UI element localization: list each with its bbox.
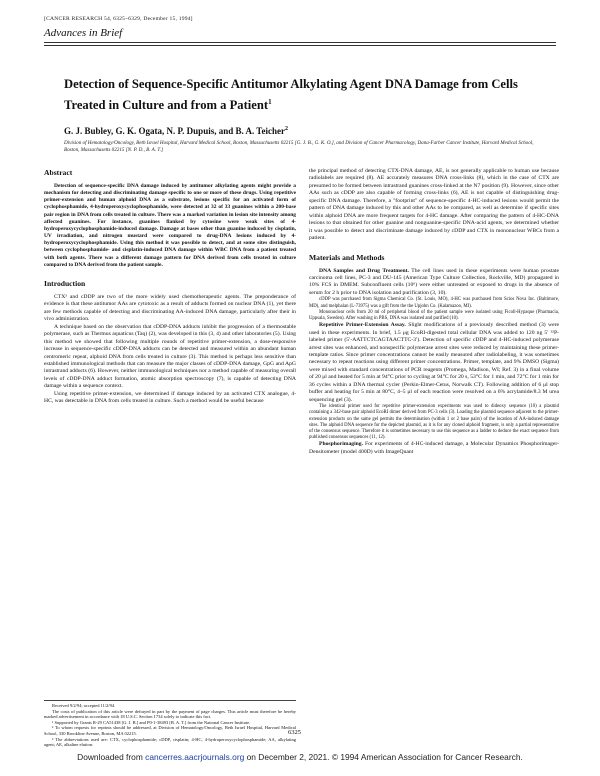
footnote-costs: The costs of publication of this article were defrayed in part by the payment of page charges. This article must therefore be hereby marked advertisement in accordance with 18 U.S.C. Section 1734 solely to indicate this fact. (44, 708, 296, 720)
introduction-heading: Introduction (44, 278, 86, 288)
abstract-text: Detection of sequence-specific DNA damage induced by antitumor alkylating agents might provide a mechanism for detecting and discriminating damage specific to one or more of these drugs. Using repetitive primer-extension and human alphoid DNA as a substrate, lesions specific for an activated form of cyclophosphamide, 4-hydroperoxycyclophosphamide, were detected at 32 of 33 guanines within a 200-base pair region in DNA from cells treated in culture. There was a marked variation in lesion site intensity among affected guanines. For instance, guanines flanked by cytosine were weak sites of 4-hydroperoxycyclophosphamide-induced damage. Damage at bases other than guanine induced by cisplatin, UV irradiation, and nitrogen mustard were compared to drug-DNA lesions induced by 4-hydroperoxycyclophosphamide. Using this method it was possible to detect, and at some sites distinguish, between cyclophosphamide- and cisplatin-induced DNA damage within WBC DNA from a patient treated with both agents. There was a different damage pattern for DNA derived from cells treated in culture compared to DNA derived from the patient sample. (44, 183, 296, 268)
methods-paragraph-primer-extension (309, 322, 559, 404)
methods-paragraph-dna-samples (309, 268, 559, 298)
methods-text-primer-extension: Slight modifications of a previously described method (3) were used in these experiments. In brief, 1.5 μg EcoRI-digested total cellular DNA was added to 120 ng 5′ ³²P-labeled primer (5′-AATTCTCAGTAACTTC-3′). Detection of specific cDDP and 4-HC-induced polymerase arrest sites was enhanced, and nonspecific polymerase arrest sites were reduced by maintaining these primer-template ratios. Since primer concentrations cannot be easily measured after radiolabeling, it was sometimes necessary to repeat reactions using different primer concentrations. Primer, template, and 9% DMSO (Sigma) were mixed with standard concentrations of PCR reagents (Promega, Madison, WI; Ref. 3) in a final volume of 20 μl and heated for 5 min at 94°C prior to cycling at 94°C for 20 s, 53°C for 1 min, and 72°C for 1 min for 36 cycles within a DNA thermal cycler (Perkin-Elmer-Cetus, Norwalk CT). Following addition of 6 μl stop buffer and heating for 5 min at 80°C, 4–5 μl of each reaction were resolved on a 6% acrylamide/8.3 M urea sequencing gel (3). (309, 322, 560, 403)
footnote-grants: ¹ Supported by Grants R-29 CA51438 [G. J. B.] and P0-1-38493 [B. A. T.] from the National Cancer Institute. (52, 719, 251, 725)
download-suffix: on December 2, 2021. © 1994 American Association for Cancer Research. (244, 752, 523, 762)
intro-paragraph-3: Using repetitive primer-extension, we determined if damage induced by an activated CTX analogue, 4-HC, was detectable in DNA from cells treated in culture. Such a method would be useful because (44, 390, 296, 405)
affiliation: Division of Hematology/Oncology, Beth Israel Hospital, Harvard Medical School, Boston, Massachusetts 02215 [G. J. B., G. K. O.], and Division of Cancer Pharmacology, Dana-Farber Cancer Institute, Harvard Medical School, Boston, Massachusetts 02215 [N. P. D., B. A. T.] (64, 140, 534, 153)
methods-text-phosphorimaging: For experiments of 4-HC-induced damage, a Molecular Dynamics Phosphorimager-Densitometer (model 400D) with ImageQuant (309, 441, 559, 455)
footnote-abbreviations: ³ The abbreviations used are: CTX, cyclophosphamide; cDDP, cisplatin; 4-HC, 4-hydroperoxycyclophosphamide; AA, alkylating agent; AE, alkaline elution. (44, 736, 296, 748)
journal-site-link[interactable]: cancerres.aacrjournals.org (145, 752, 245, 762)
article-title (64, 75, 534, 114)
download-notice (0, 752, 600, 762)
header-rule-top (44, 42, 556, 43)
section-label: Advances in Brief (44, 27, 123, 39)
download-prefix: Downloaded from (77, 752, 146, 762)
right-column (309, 168, 559, 456)
footnote-received: Received 9/2/94; accepted 11/2/94. (52, 703, 116, 708)
left-column (44, 168, 296, 406)
author-footnote-mark: 2 (284, 126, 288, 132)
footnote-reprints: ² To whom requests for reprints should be addressed, at Division of Hematology/Oncology, Beth Israel Hospital, Harvard Medical School, 330 Brookline Avenue, Boston, MA 02215. (44, 725, 296, 736)
methods-paragraph-sequencing: The identical primer used for repetitive primer-extension experiments was used to dideoxy sequence (10) a plasmid containing a 342-base pair alphoid EcoRI dimer derived from PC-3 cells (3). Loading the plasmid sequence adjacent to the primer-extension products on the same gel permits the determination (within 1 or 2 base pairs) of the location of AA-induced damage sites. The alphoid DNA sequence for the depicted plasmid, as it is for any cloned alphoid fragment, is only a partial representative of the consensus sequence. Therefore it is sometimes necessary to use this sequence as a ladder to deduce the exact sequence from published consensus sequences (11, 12). (309, 404, 559, 441)
run-in-phosphorimaging: Phosphorimaging. (319, 441, 364, 448)
article-title-text: Detection of Sequence-Specific Antitumor Alkylating Agent DNA Damage from Cells Treated in Culture and from a Patient (64, 77, 518, 113)
intro-paragraph-1: CTX³ and cDDP are two of the more widely used chemotherapeutic agents. The preponderance of evidence is that these antitumor AAs are cytotoxic as a result of adducts formed on nuclear DNA (1), yet there are few methods capable of detecting and discriminating AA-induced DNA damage, particularly after their in vivo administration. (44, 293, 296, 323)
abstract-heading: Abstract (44, 168, 73, 177)
materials-heading: Materials and Methods (309, 252, 385, 262)
author-list (64, 126, 288, 136)
authors-text: G. J. Bubley, G. K. Ogata, N. P. Dupuis, and B. A. Teicher (64, 126, 285, 136)
methods-paragraph-mononuclear: Mononuclear cells from 20 ml of peripheral blood of the patient sample were isolated using Ficoll-Hypaque (Pharmacia, Uppsala, Sweden). After washing in PBS, DNA was isolated and purified (10). (309, 309, 559, 321)
methods-text-dna-samples: The cell lines used in these experiments were human prostate carcinoma cell lines, PC-3 and DU-145 (American Type Culture Collection, Rockville, MD) propagated in 10% FCS in DMEM. Subconfluent cells (10⁶) were either untreated or exposed to drugs in the absence of serum for 2 h prior to DNA isolation and purification (3, 10). (309, 267, 559, 296)
footnotes (44, 700, 296, 748)
run-in-primer-extension: Repetitive Primer-Extension Assay. (319, 322, 406, 329)
running-head: [CANCER RESEARCH 54, 6325–6329, December 15, 1994] (44, 16, 193, 22)
title-footnote-mark: 1 (268, 98, 272, 106)
intro-paragraph-2: A technique based on the observation that cDDP-DNA adducts inhibit the progression of a thermostable polymerase, such as Thermus aquaticus (Taq) (2), was developed in this (3, 4) and other laboratories (5). Using this method we showed that following multiple rounds of repetitive primer-extension, a dose-responsive increase in sequence-specific cDDP-DNA adducts can be detected and measured within an abundant human centromeric repeat, alphoid DNA from cells treated in culture (3). This method is perhaps less sensitive than established immunological methods that can measure the major classes of cDDP-DNA damage, GpG and ApG intrastrand adducts (6). However, neither immunological techniques nor a method capable of measuring overall levels of cDDP-DNA adduct formation, atomic absorption spectroscopy (7), is capable of detecting DNA damage within a sequence context. (44, 323, 296, 390)
header-rule-bottom (44, 45, 556, 46)
run-in-dna-samples: DNA Samples and Drug Treatment. (319, 267, 409, 274)
intro-continuation: the principal method of detecting CTX-DNA damage, AE, is not generally applicable to human use because radiolabels are required (8). AE accurately measures DNA cross-links (8), which in the case of CTX are presumed to be formed between intrastrand guanines cross-linked at the N7 position (9). However, since other AAs such as cDDP are also capable of forming cross-links (6), AE is not capable of distinguishing drug-specific DNA damage. Therefore, a "footprint" of sequence-specific 4-HC-induced lesions would permit the pattern of DNA damage induced by this and other AAs to be compared, as well as determine if specific sites within alphoid DNA are more frequent targets for 4-HC damage. After comparing the pattern of 4-HC-DNA lesions to that obtained for other guanine and nonguanine-specific DNA-acid agents, we determined whether it was possible to detect and discriminate damage induced by cDDP and CTX in mononuclear WBCs from a patient. (309, 168, 559, 242)
methods-paragraph-drugs: cDDP was purchased from Sigma Chemical Co. (St. Louis, MO), 4-HC was purchased from Scios Nova Inc. (Baltimore, MD), and melphalan (L-73975) was a gift from the the Upjohn Co. (Kalamazoo, MI). (309, 297, 559, 309)
page-number: 6325 (288, 729, 301, 736)
methods-paragraph-phosphorimaging (309, 441, 559, 456)
